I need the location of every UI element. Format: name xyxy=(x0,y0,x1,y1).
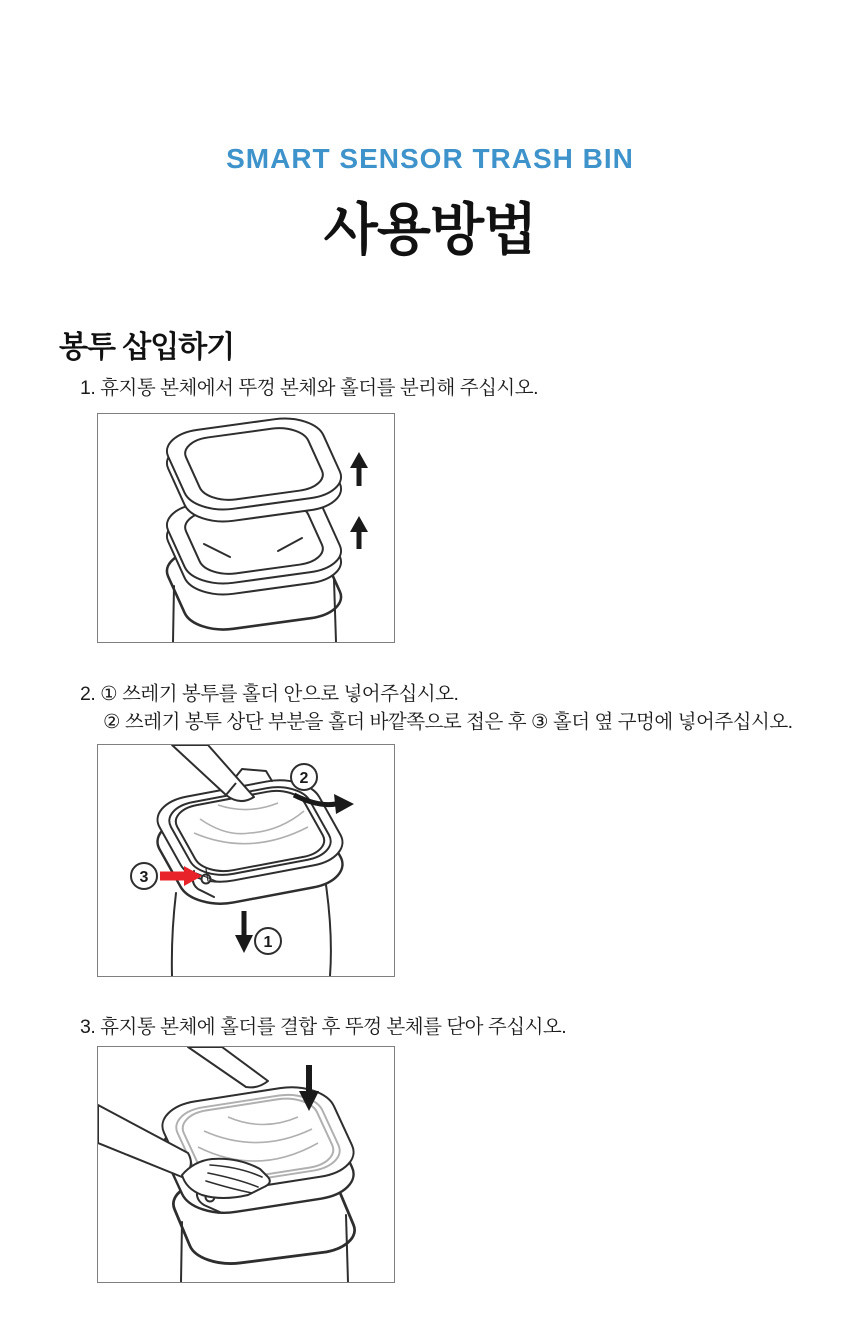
marker-1 xyxy=(235,911,281,954)
step-3-text: 3. 휴지통 본체에 홀더를 결합 후 뚜껑 본체를 닫아 주십시오. xyxy=(80,1016,567,1038)
marker-1-number: 1 xyxy=(263,934,273,951)
marker-2-number: 2 xyxy=(299,770,309,787)
up-arrow-top-icon xyxy=(350,452,368,486)
product-name-subtitle: SMART SENSOR TRASH BIN xyxy=(226,143,634,174)
up-arrow-bottom-icon xyxy=(350,516,368,549)
figure-step-3-drawing xyxy=(98,1047,394,1282)
right-arrow-icon xyxy=(334,794,354,814)
figure-step-2-drawing xyxy=(98,745,394,976)
section-heading: 봉투 삽입하기 xyxy=(59,331,235,364)
step-2-text-line-2: ② 쓰레기 봉투 상단 부분을 홀더 바깥쪽으로 접은 후 ③ 홀더 옆 구멍에 넣어주십시오. xyxy=(103,711,793,733)
figure-step-1 xyxy=(97,413,395,643)
down-arrow-icon xyxy=(235,911,253,953)
step-1-text: 1. 휴지통 본체에서 뚜껑 본체와 홀더를 분리해 주십시오. xyxy=(80,377,539,399)
holder-drawing xyxy=(147,769,354,910)
marker-3-number: 3 xyxy=(139,869,149,886)
figure-step-3 xyxy=(97,1046,395,1283)
step-2-text-line-1: 2. ① 쓰레기 봉투를 홀더 안으로 넣어주십시오. xyxy=(80,683,459,705)
figure-step-1-drawing xyxy=(98,414,394,642)
page-title: 사용방법 xyxy=(323,198,537,261)
figure-step-2 xyxy=(97,744,395,977)
